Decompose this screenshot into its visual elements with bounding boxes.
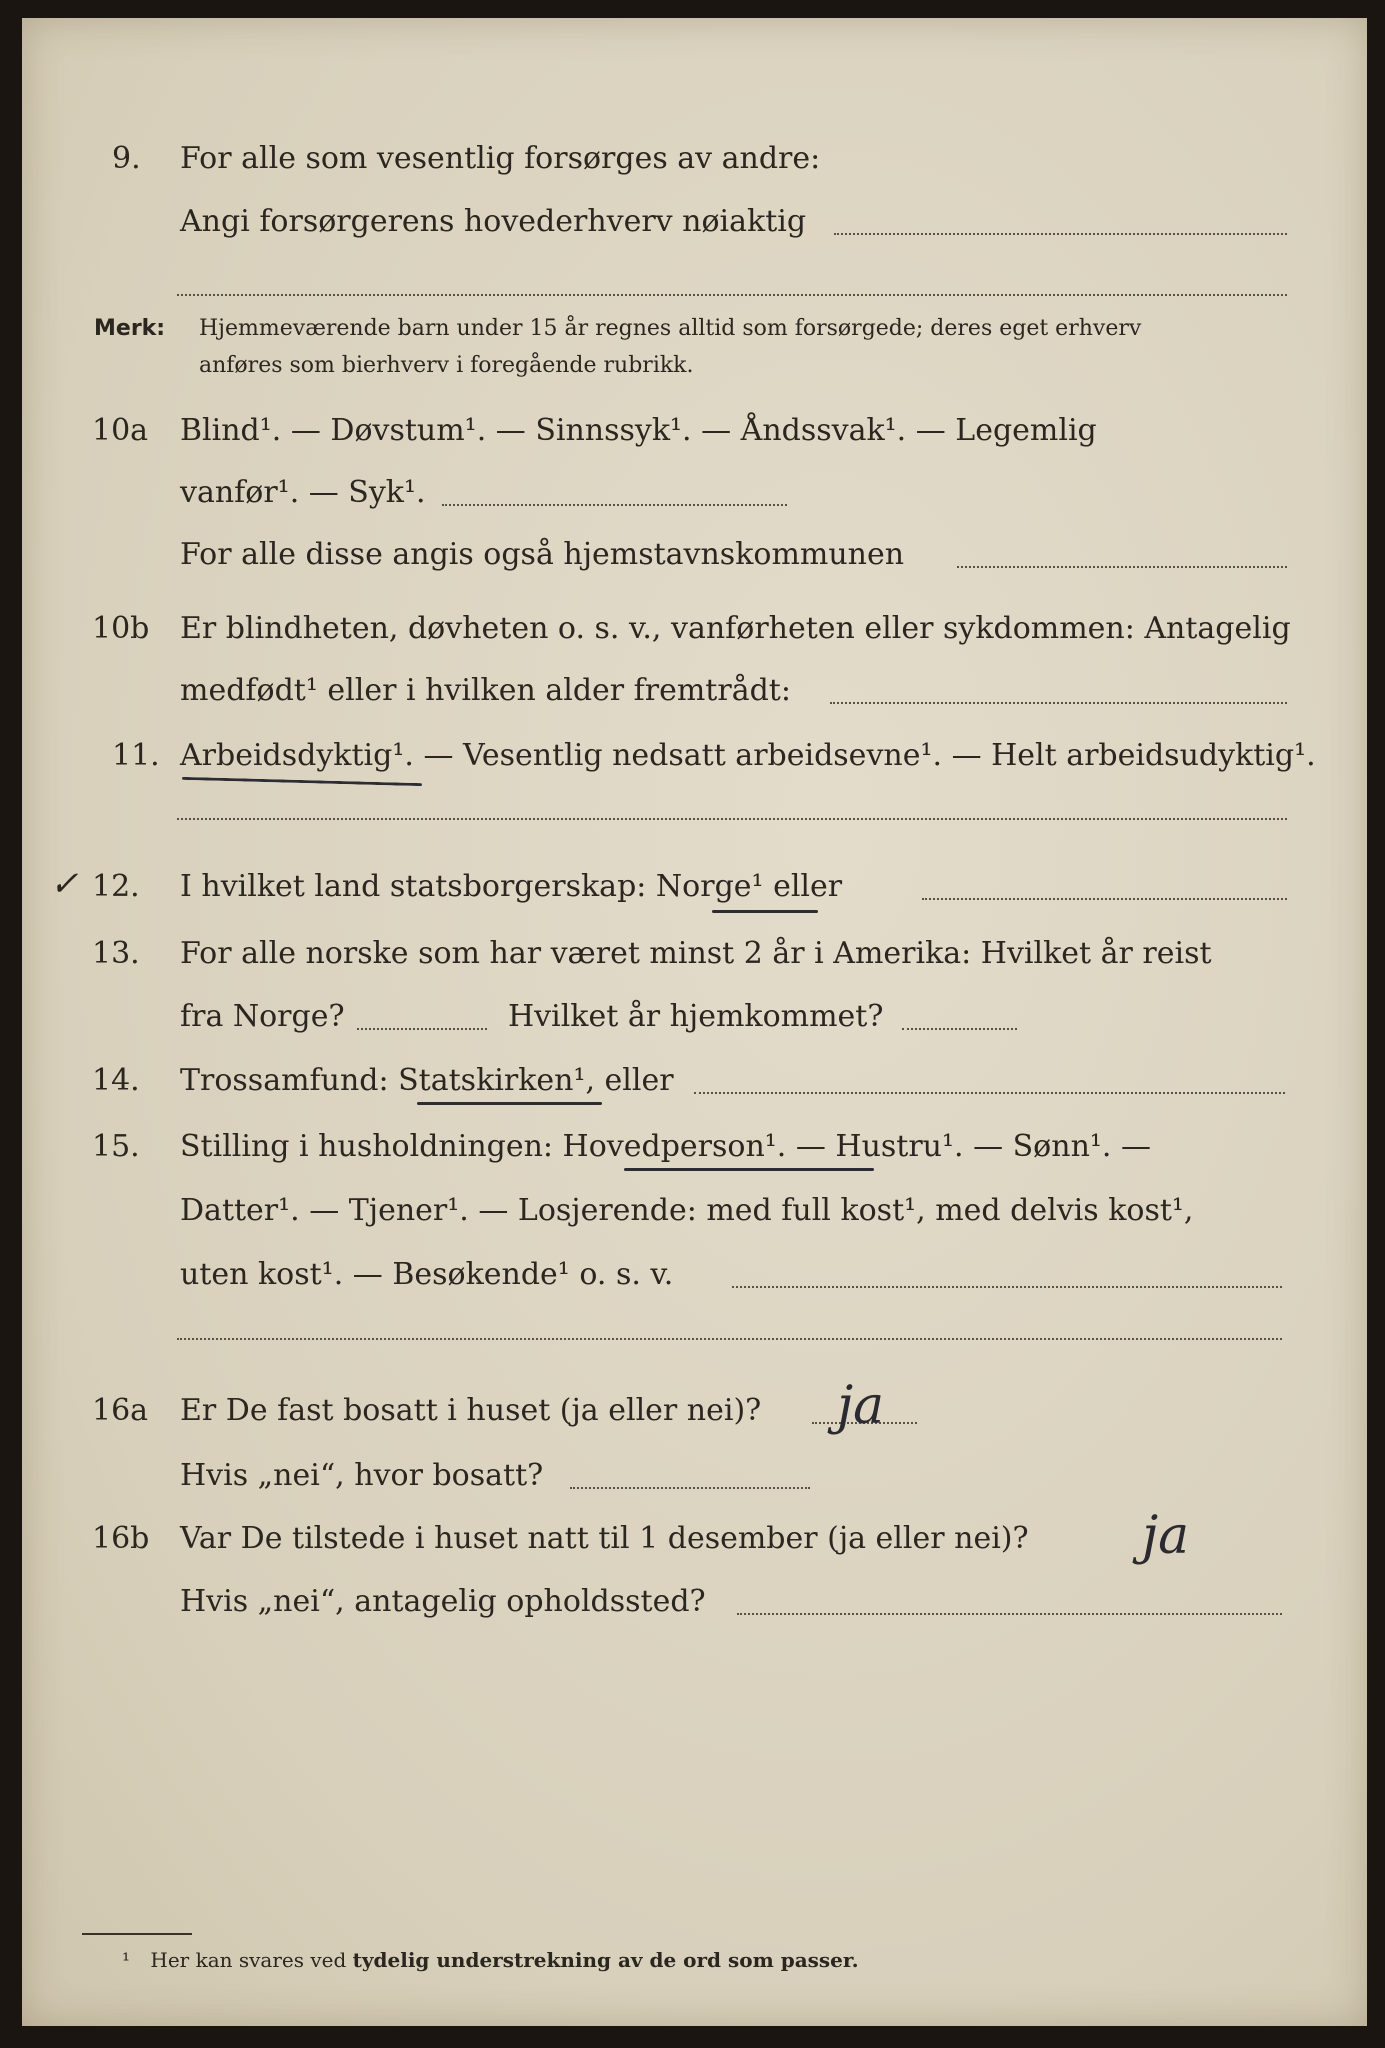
q16a-line2 (22, 1455, 1367, 1501)
q15-answer-field[interactable] (732, 1286, 1282, 1288)
q9-line2 (22, 201, 1367, 247)
merk-line2: anføres som bierhverv i foregående rubrikk. (199, 353, 694, 378)
footnote (122, 1948, 859, 1972)
q14-number: 14. (92, 1063, 140, 1098)
q12-line1 (22, 866, 1367, 912)
q15-text-2: Datter¹. — Tjener¹. — Losjerende: med full kost¹, med delvis kost¹, (180, 1193, 1194, 1228)
q16b-line2 (22, 1581, 1367, 1627)
q9-text-2: Angi forsørgerens hovederhverv nøiaktig (180, 204, 807, 239)
check-mark: ✓ (50, 864, 79, 904)
ink-underline-norge (712, 910, 818, 913)
q10a-text: Blind¹. — Døvstum¹. — Sinnssyk¹. — Åndssvak¹. — Legemlig (180, 413, 1097, 448)
q10b-answer-field[interactable] (830, 702, 1287, 704)
q10a-line3 (22, 534, 1367, 580)
merk-line1 (94, 316, 1142, 341)
q10b-line1 (22, 608, 1367, 654)
q16b-text-2: Hvis „nei“, antagelig opholdssted? (180, 1584, 706, 1619)
q13-departure-year-field[interactable] (357, 1028, 487, 1030)
footnote-text: Her kan svares ved (150, 1948, 347, 1972)
q15-answer-field-2[interactable] (177, 1338, 1282, 1340)
q10a-number: 10a (92, 413, 149, 448)
q13-line1 (22, 933, 1367, 979)
ink-underline-hovedperson (624, 1168, 874, 1171)
q16a-number: 16a (92, 1393, 149, 1428)
q10a-line2 (22, 472, 1367, 518)
footnote-bold-text: tydelig understrekning av de ord som passer. (352, 1948, 859, 1972)
q16a-text-2: Hvis „nei“, hvor bosatt? (180, 1458, 544, 1493)
q10b-number: 10b (92, 611, 150, 646)
q14-line1 (22, 1060, 1367, 1106)
census-form-page (22, 18, 1367, 2026)
q13-number: 13. (92, 936, 140, 971)
q14-answer-field[interactable] (694, 1092, 1285, 1094)
q10b-line2 (22, 670, 1367, 716)
q13-line2 (22, 996, 1367, 1042)
q10b-text: Er blindheten, døvheten o. s. v., vanførheten eller sykdommen: Antagelig (180, 611, 1291, 646)
footnote-mark: ¹ (122, 1948, 131, 1972)
footnote-rule (82, 1933, 192, 1935)
q16b-text: Var De tilstede i huset natt til 1 desember (ja eller nei)? (180, 1521, 1029, 1556)
q15-number: 15. (92, 1129, 140, 1164)
q13-text: For alle norske som har været minst 2 år i Amerika: Hvilket år reist (180, 936, 1212, 971)
q11-answer-field[interactable] (177, 818, 1287, 820)
q9-number: 9. (112, 141, 141, 176)
q13-text-2a: fra Norge? (180, 999, 345, 1034)
q16b-handwritten-answer: ja (1142, 1506, 1190, 1566)
q15-line2 (22, 1190, 1367, 1236)
q12-text: I hvilket land statsborgerskap: Norge¹ eller (180, 869, 843, 904)
q16a-line1 (22, 1390, 1367, 1436)
q15-line1 (22, 1126, 1367, 1172)
q15-text: Stilling i husholdningen: Hovedperson¹. — Hustru¹. — Sønn¹. — (180, 1129, 1151, 1164)
q14-text: Trossamfund: Statskirken¹, eller (180, 1063, 674, 1098)
q12-number: 12. (92, 869, 140, 904)
q11-text: Arbeidsdyktig¹. — Vesentlig nedsatt arbeidsevne¹. — Helt arbeidsudyktig¹. (180, 738, 1316, 773)
q13-text-2b: Hvilket år hjemkommet? (508, 999, 884, 1034)
q9-text: For alle som vesentlig forsørges av andre: (180, 141, 821, 176)
q9-answer-field-2[interactable] (177, 294, 1287, 296)
q15-text-3: uten kost¹. — Besøkende¹ o. s. v. (180, 1257, 674, 1292)
q10a-text-3: For alle disse angis også hjemstavnskommunen (180, 537, 905, 572)
q16a-residence-field[interactable] (570, 1487, 810, 1489)
q10a-answer-field[interactable] (442, 504, 787, 506)
q10a-municipality-field[interactable] (957, 566, 1287, 568)
q16a-text: Er De fast bosatt i huset (ja eller nei)? (180, 1393, 762, 1428)
q16b-number: 16b (92, 1521, 150, 1556)
q16b-location-field[interactable] (737, 1613, 1282, 1615)
q12-answer-field[interactable] (922, 898, 1287, 900)
q9-answer-field[interactable] (834, 233, 1287, 235)
q16a-handwritten-answer: ja (837, 1376, 885, 1436)
merk-text: Hjemmeværende barn under 15 år regnes alltid som forsørgede; deres eget erhverv (199, 316, 1142, 341)
q11-number: 11. (112, 738, 160, 773)
q10b-text-2: medfødt¹ eller i hvilken alder fremtrådt: (180, 673, 791, 708)
q10a-line1 (22, 410, 1367, 456)
q9-line1 (22, 138, 1367, 184)
q13-return-year-field[interactable] (902, 1028, 1017, 1030)
ink-underline-statskirken (417, 1102, 602, 1105)
q10a-text-2: vanfør¹. — Syk¹. (180, 475, 426, 510)
merk-label: Merk: (94, 316, 166, 341)
q11-line1 (22, 735, 1367, 781)
q15-line3 (22, 1254, 1367, 1300)
